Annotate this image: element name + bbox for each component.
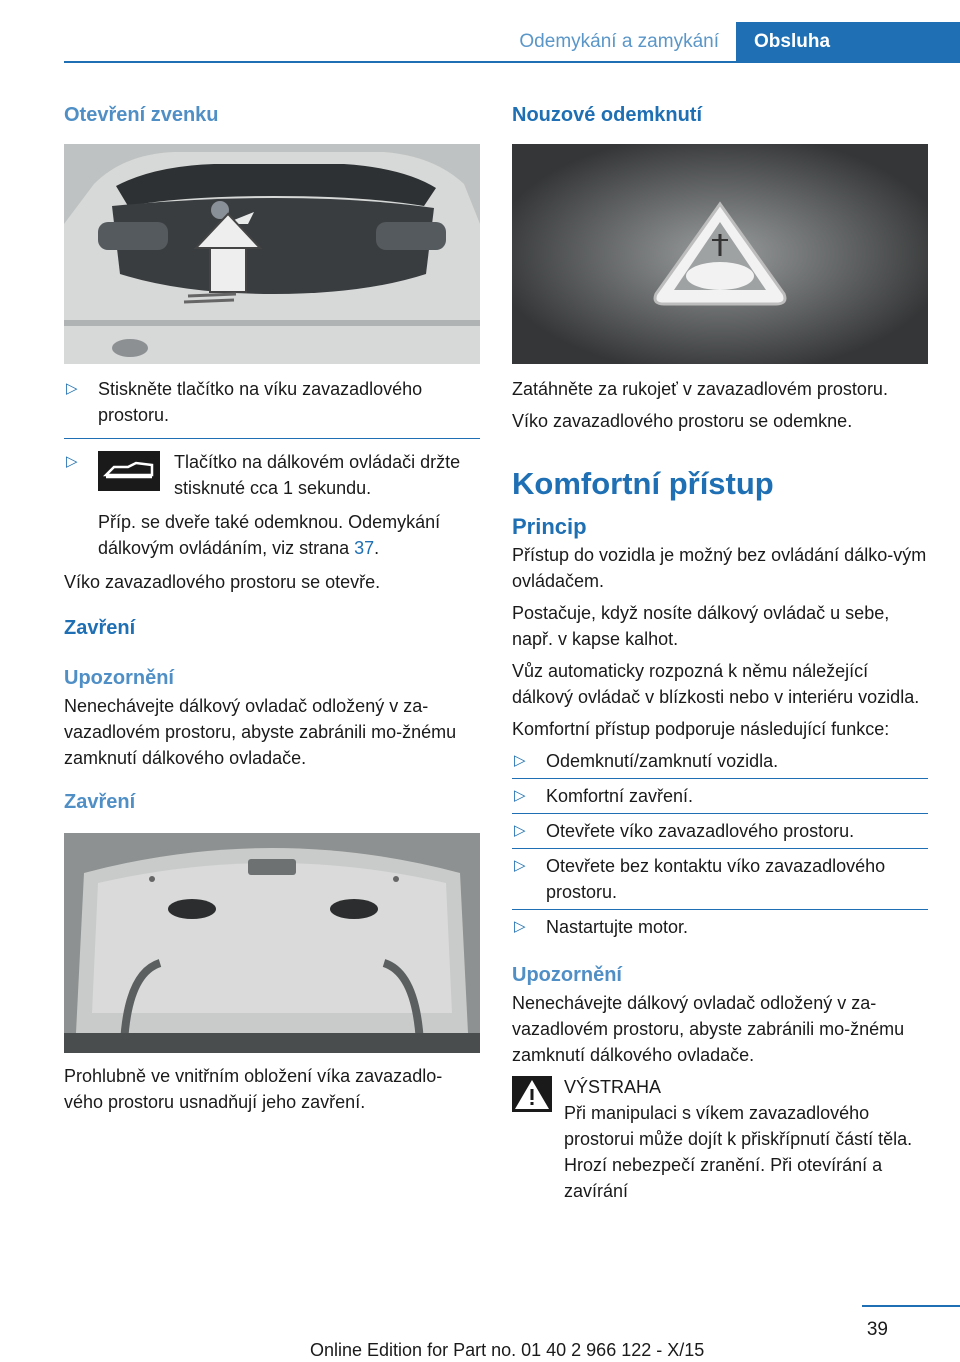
left-column xyxy=(64,100,480,1121)
right-column xyxy=(512,100,928,1204)
list-item xyxy=(64,449,480,503)
bullet-triangle-icon: ▷ xyxy=(514,918,526,935)
divider xyxy=(512,813,928,814)
heading-closing-sub: Zavření xyxy=(64,791,136,813)
emergency-result-text: Víko zavazadlového prostoru se odemkne. xyxy=(512,411,853,431)
principle-text-3: Vůz automaticky rozpozná k němu náležející dálkový ovládač v blízkosti nebo v interiéru vozidla. xyxy=(512,661,920,707)
function-item: Otevřete víko zavazadlového prostoru. xyxy=(546,821,855,841)
warning-body: Při manipulaci s víkem zavazadlového prostorui může dojít k přiskřípnutí částí těla. Hrozí nebezpečí zranění. Při otevírání a zavírání xyxy=(564,1103,913,1201)
list-item xyxy=(512,783,928,809)
header-section-title: Odemykání a zamykání xyxy=(519,31,719,52)
bullet-triangle-icon: ▷ xyxy=(66,380,78,397)
list-item xyxy=(512,748,928,774)
list-item xyxy=(64,376,480,428)
emergency-handle-image xyxy=(512,144,928,364)
warning-text xyxy=(512,1100,928,1204)
divider xyxy=(512,778,928,779)
bullet-text: Stiskněte tlačítko na víku zavazadlového prostoru. xyxy=(98,379,423,425)
note-text: Nenechávejte dálkový ovladač odložený v za‐vazadlovém prostoru, abyste zabránili mo‐žnému zamknutí dálkového ovladače. xyxy=(64,696,457,768)
header-rule xyxy=(64,61,960,63)
emergency-release-handle-illustration xyxy=(512,144,928,364)
header-tab[interactable]: Obsluha xyxy=(736,22,960,62)
heading-comfort-access: Komfortní přístup xyxy=(512,466,774,501)
bullet-note xyxy=(64,509,480,561)
trunk-lid-interior-illustration xyxy=(64,833,480,1053)
function-item: Komfortní zavření. xyxy=(546,786,694,806)
heading-principle: Princip xyxy=(512,514,587,539)
function-item: Otevřete bez kontaktu víko zavazadlového prostoru. xyxy=(546,856,886,902)
heading-emergency-unlock: Nouzové odemknutí xyxy=(512,104,703,126)
bullet-triangle-icon: ▷ xyxy=(514,857,526,874)
bullet-note-end: . xyxy=(374,538,380,558)
heading-closing: Zavření xyxy=(64,617,136,639)
warning-icon xyxy=(512,1076,552,1112)
list-item xyxy=(512,914,928,940)
function-item: Odemknutí/zamknutí vozidla. xyxy=(546,751,779,771)
warning-title: VÝSTRAHA xyxy=(564,1077,662,1097)
page-number: 39 xyxy=(866,1319,888,1340)
list-item xyxy=(512,853,928,905)
bullet-text: Tlačítko na dálkovém ovládači držte stisknuté cca 1 sekundu. xyxy=(174,452,461,498)
bullet-triangle-icon: ▷ xyxy=(514,752,526,769)
heading-note-right: Upozornění xyxy=(512,964,622,986)
principle-text-4: Komfortní přístup podporuje následující funkce: xyxy=(512,719,890,739)
principle-text-1: Přístup do vozidla je možný bez ovládání dálko‐vým ovládačem. xyxy=(512,545,927,591)
warning-block xyxy=(512,1074,928,1204)
heading-note: Upozornění xyxy=(64,667,174,689)
bullet-note-text: Příp. se dveře také odemknou. Odemykání dálkovým ovládáním, viz strana xyxy=(98,512,441,558)
divider xyxy=(512,909,928,910)
trunk-exterior-illustration xyxy=(64,144,480,364)
function-item: Nastartujte motor. xyxy=(546,917,689,937)
list-item xyxy=(512,818,928,844)
emergency-step-text: Zatáhněte za rukojeť v zavazadlovém prostoru. xyxy=(512,379,888,399)
remote-trunk-button-icon xyxy=(98,451,160,491)
divider xyxy=(512,848,928,849)
bullet-triangle-icon: ▷ xyxy=(514,787,526,804)
principle-text-2: Postačuje, když nosíte dálkový ovládač u sebe, např. v kapse kalhot. xyxy=(512,603,890,649)
bullet-triangle-icon: ▷ xyxy=(514,822,526,839)
trunk-opens-text: Víko zavazadlového prostoru se otevře. xyxy=(64,572,381,592)
bullet-triangle-icon: ▷ xyxy=(66,453,78,470)
divider xyxy=(64,438,480,439)
note-text-right: Nenechávejte dálkový ovladač odložený v za‐vazadlovém prostoru, abyste zabránili mo‐žnému zamknutí dálkového ovladače. xyxy=(512,993,905,1065)
footer-edition: Online Edition for Part no. 01 40 2 966 122 - X/15 xyxy=(310,1340,705,1360)
heading-opening-outside: Otevření zvenku xyxy=(64,104,219,126)
page-reference-link[interactable]: 37 xyxy=(354,538,375,558)
footer-rule xyxy=(862,1305,960,1307)
trunk-interior-image xyxy=(64,833,480,1053)
closing-caption: Prohlubně ve vnitřním obložení víka zavazadlo‐vého prostoru usnadňují jeho zavření. xyxy=(64,1066,443,1112)
trunk-exterior-image xyxy=(64,144,480,364)
